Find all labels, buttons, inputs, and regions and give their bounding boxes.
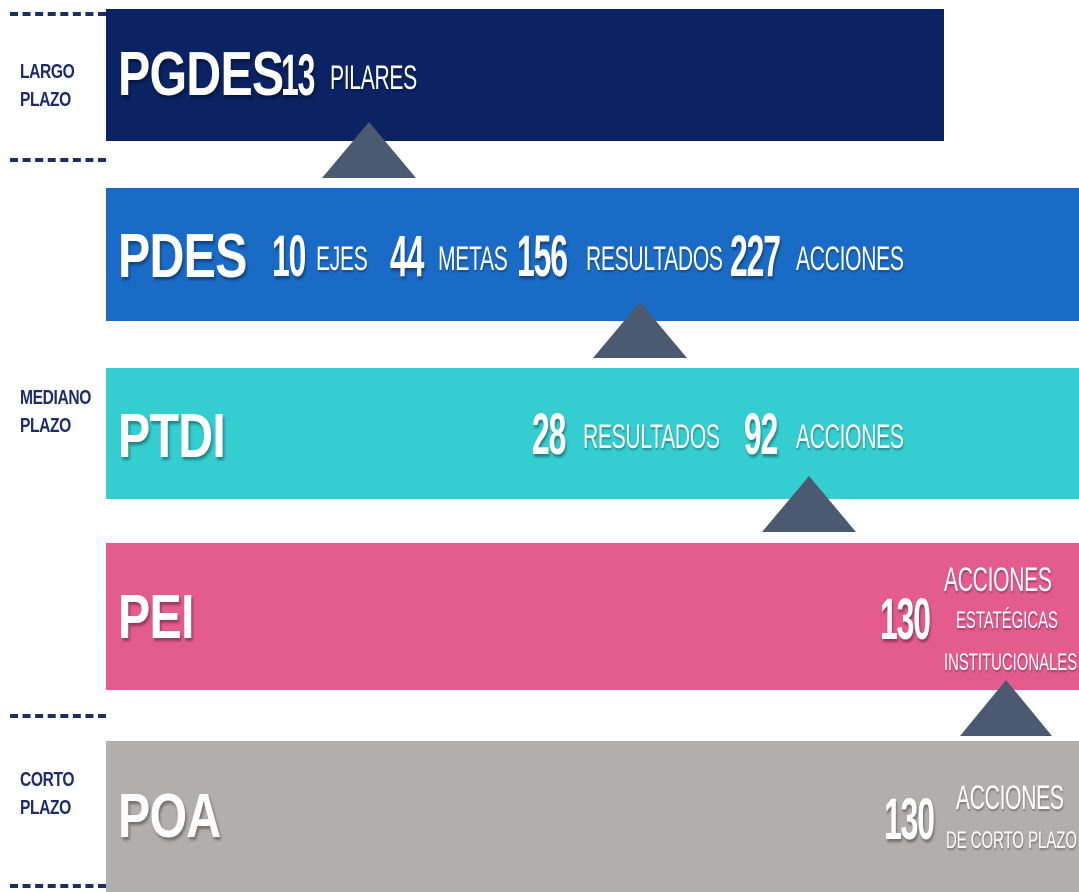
divider-bottom (10, 884, 106, 888)
pgdes-pilares-label: PILARES (330, 59, 417, 97)
arrow-up-triangle (593, 302, 687, 358)
pgdes-title: PGDES (118, 40, 284, 109)
pei-acciones-count: 130 (880, 587, 930, 652)
pgdes-pilares-count: 13 (281, 43, 315, 108)
pei-institucionales-label: INSTITUCIONALES (944, 649, 1078, 676)
label-corto-plazo: CORTO PLAZO (20, 769, 75, 819)
arrow-up-triangle (762, 476, 856, 532)
pdes-metas-count: 44 (390, 224, 424, 289)
pdes-acciones-label: ACCIONES (796, 240, 904, 278)
label-mediano-plazo: MEDIANO PLAZO (20, 387, 91, 437)
pdes-ejes-count: 10 (272, 224, 306, 289)
label-largo-plazo: LARGO PLAZO (20, 61, 75, 111)
bar-pgdes (106, 9, 944, 141)
bar-pei (106, 543, 1079, 690)
ptdi-acciones-count: 92 (744, 402, 778, 467)
poa-acciones-label: ACCIONES (956, 779, 1064, 817)
divider-top (10, 12, 106, 16)
pei-estrategicas-label: ESTATÉGICAS (956, 607, 1058, 634)
ptdi-resultados-count: 28 (532, 402, 566, 467)
ptdi-title: PTDI (118, 402, 226, 471)
divider-mediano-bottom (10, 714, 106, 718)
pdes-acciones-count: 227 (730, 224, 780, 289)
poa-acciones-count: 130 (884, 787, 934, 852)
bar-poa (106, 741, 1079, 892)
bar-ptdi (106, 368, 1079, 499)
pdes-resultados-count: 156 (517, 224, 567, 289)
poa-title: POA (118, 782, 221, 851)
ptdi-acciones-label: ACCIONES (796, 418, 904, 456)
pei-acciones-label: ACCIONES (944, 561, 1052, 599)
pdes-metas-label: METAS (438, 240, 508, 278)
pdes-resultados-label: RESULTADOS (586, 240, 723, 278)
pdes-title: PDES (118, 222, 247, 291)
ptdi-resultados-label: RESULTADOS (583, 418, 720, 456)
pei-title: PEI (118, 583, 194, 652)
divider-largo-bottom (10, 158, 106, 162)
poa-corto-plazo-label: DE CORTO PLAZO (946, 827, 1077, 854)
arrow-up-triangle (322, 122, 416, 178)
pdes-ejes-label: EJES (316, 240, 368, 278)
arrow-up-triangle (960, 680, 1052, 736)
